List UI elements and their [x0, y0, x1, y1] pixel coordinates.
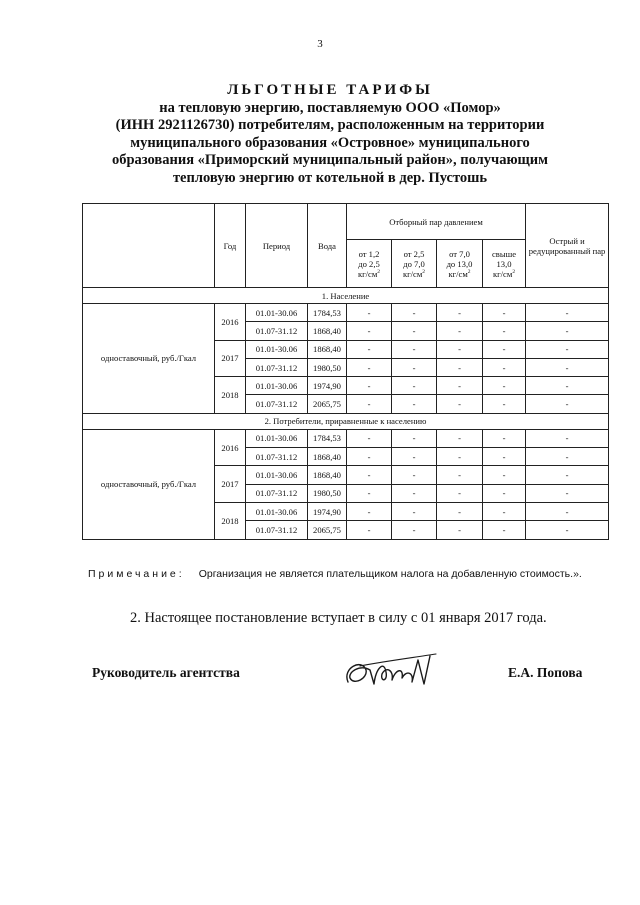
empty-tariff-cell: - — [483, 484, 526, 502]
empty-tariff-cell: - — [347, 340, 392, 358]
water-tariff-cell: 1784,53 — [308, 429, 347, 447]
empty-tariff-cell: - — [483, 429, 526, 447]
steam-col-line: до 7,0 — [403, 258, 425, 269]
water-tariff-cell: 2065,75 — [308, 395, 347, 413]
empty-tariff-cell: - — [437, 304, 483, 322]
empty-tariff-cell: - — [437, 322, 483, 340]
signatory-name: Е.А. Попова — [508, 665, 583, 680]
decree-effective-date: 2. Настоящее постановление вступает в силу с 01 января 2017 года. — [130, 610, 547, 626]
signatory-position: Руководитель агентства — [92, 665, 240, 680]
title-line: образования «Приморский муниципальный район», получающим — [111, 152, 549, 168]
steam-col-line: свыше — [491, 248, 517, 259]
empty-tariff-cell: - — [483, 466, 526, 484]
empty-tariff-cell: - — [392, 322, 437, 340]
note — [88, 567, 600, 581]
steam-col-unit — [439, 269, 480, 279]
year-cell: 2017 — [215, 340, 246, 377]
table-row — [83, 429, 609, 447]
tariff-type-label: одноставочный, руб./Гкал — [83, 304, 215, 414]
section-title: 1. Население — [83, 288, 609, 304]
empty-tariff-cell: - — [392, 395, 437, 413]
water-tariff-cell: 1784,53 — [308, 304, 347, 322]
empty-tariff-cell: - — [483, 322, 526, 340]
header-period: Период — [246, 204, 308, 288]
empty-tariff-cell: - — [437, 521, 483, 539]
water-tariff-cell: 1868,40 — [308, 448, 347, 466]
tariff-table — [82, 203, 609, 540]
empty-tariff-cell: - — [347, 429, 392, 447]
steam-col-unit — [485, 269, 523, 279]
header-steam-col — [347, 240, 392, 288]
empty-tariff-cell: - — [483, 395, 526, 413]
steam-col-unit — [394, 269, 434, 279]
year-cell: 2016 — [215, 429, 246, 466]
period-cell: 01.07-31.12 — [246, 521, 308, 539]
empty-tariff-cell: - — [392, 429, 437, 447]
tariff-type-label: одноставочный, руб./Гкал — [83, 429, 215, 539]
period-cell: 01.01-30.06 — [246, 466, 308, 484]
period-cell: 01.07-31.12 — [246, 322, 308, 340]
empty-tariff-cell: - — [392, 521, 437, 539]
empty-tariff-cell: - — [526, 340, 609, 358]
steam-col-line: от 1,2 — [358, 248, 380, 259]
header-steam-col — [392, 240, 437, 288]
empty-tariff-cell: - — [483, 502, 526, 520]
empty-tariff-cell: - — [526, 304, 609, 322]
year-cell: 2017 — [215, 466, 246, 503]
period-cell: 01.01-30.06 — [246, 502, 308, 520]
empty-tariff-cell: - — [437, 429, 483, 447]
period-cell: 01.01-30.06 — [246, 304, 308, 322]
empty-tariff-cell: - — [526, 466, 609, 484]
water-tariff-cell: 1974,90 — [308, 377, 347, 395]
empty-tariff-cell: - — [437, 448, 483, 466]
empty-tariff-cell: - — [347, 322, 392, 340]
section-title: 2. Потребители, приравненные к населению — [83, 413, 609, 429]
empty-tariff-cell: - — [526, 484, 609, 502]
empty-tariff-cell: - — [347, 521, 392, 539]
title-line: на тепловую энергию, поставляемую ООО «Помор» — [159, 99, 501, 116]
empty-tariff-cell: - — [483, 304, 526, 322]
header-water: Вода — [308, 204, 347, 288]
empty-tariff-cell: - — [347, 448, 392, 466]
note-label: Примечание: — [88, 568, 185, 580]
empty-tariff-cell: - — [392, 448, 437, 466]
steam-col-line: 13,0 — [496, 258, 512, 269]
empty-tariff-cell: - — [437, 484, 483, 502]
empty-tariff-cell: - — [526, 377, 609, 395]
empty-tariff-cell: - — [347, 395, 392, 413]
period-cell: 01.07-31.12 — [246, 358, 308, 376]
empty-tariff-cell: - — [437, 358, 483, 376]
period-cell: 01.01-30.06 — [246, 429, 308, 447]
empty-tariff-cell: - — [392, 340, 437, 358]
empty-tariff-cell: - — [526, 448, 609, 466]
title-line: муниципального образования «Островное» муниципального — [130, 134, 530, 151]
empty-tariff-cell: - — [483, 358, 526, 376]
empty-tariff-cell: - — [526, 521, 609, 539]
period-cell: 01.01-30.06 — [246, 340, 308, 358]
steam-col-line: до 2,5 — [358, 258, 380, 269]
year-cell: 2018 — [215, 502, 246, 539]
header-year: Год — [215, 204, 246, 288]
empty-tariff-cell: - — [392, 466, 437, 484]
empty-tariff-cell: - — [392, 358, 437, 376]
section-title-row — [83, 288, 609, 304]
unit-text: кг/см — [357, 268, 378, 279]
document-title — [60, 82, 600, 187]
period-cell: 01.07-31.12 — [246, 448, 308, 466]
unit-text: кг/см — [448, 268, 468, 279]
water-tariff-cell: 1868,40 — [308, 340, 347, 358]
unit-exponent: 2 — [467, 268, 471, 275]
unit-text: кг/см — [402, 268, 423, 279]
empty-tariff-cell: - — [437, 466, 483, 484]
steam-col-line: до 13,0 — [446, 258, 473, 269]
empty-tariff-cell: - — [347, 502, 392, 520]
empty-tariff-cell: - — [526, 322, 609, 340]
empty-tariff-cell: - — [392, 484, 437, 502]
empty-tariff-cell: - — [392, 502, 437, 520]
steam-col-line: от 7,0 — [449, 248, 470, 259]
empty-tariff-cell: - — [437, 395, 483, 413]
empty-tariff-cell: - — [483, 448, 526, 466]
header-sharp-steam: Острый и редуцированный пар — [526, 204, 609, 288]
title-line: тепловую энергию от котельной в дер. Пустошь — [172, 169, 488, 186]
section-title-row — [83, 413, 609, 429]
period-cell: 01.07-31.12 — [246, 395, 308, 413]
note-text: Организация не является плательщиком налога на добавленную стоимость.». — [198, 568, 582, 580]
year-cell: 2018 — [215, 377, 246, 414]
empty-tariff-cell: - — [347, 466, 392, 484]
empty-tariff-cell: - — [483, 377, 526, 395]
title-line: (ИНН 2921126730) потребителям, расположенным на территории — [115, 117, 545, 133]
empty-tariff-cell: - — [392, 377, 437, 395]
empty-tariff-cell: - — [526, 502, 609, 520]
year-cell: 2016 — [215, 304, 246, 341]
unit-text: кг/см — [492, 268, 513, 279]
steam-col-line: от 2,5 — [403, 248, 425, 259]
empty-tariff-cell: - — [437, 340, 483, 358]
period-cell: 01.01-30.06 — [246, 377, 308, 395]
handwritten-signature — [340, 648, 450, 696]
water-tariff-cell: 1868,40 — [308, 322, 347, 340]
empty-tariff-cell: - — [483, 521, 526, 539]
empty-tariff-cell: - — [392, 304, 437, 322]
water-tariff-cell: 1980,50 — [308, 484, 347, 502]
empty-tariff-cell: - — [437, 377, 483, 395]
water-tariff-cell: 1980,50 — [308, 358, 347, 376]
steam-col-unit — [349, 269, 389, 279]
water-tariff-cell: 1974,90 — [308, 502, 347, 520]
table-row — [83, 304, 609, 322]
unit-exponent: 2 — [512, 268, 516, 275]
empty-tariff-cell: - — [526, 358, 609, 376]
page-number: 3 — [317, 38, 323, 50]
header-steam-group: Отборный пар давлением — [347, 204, 526, 240]
empty-tariff-cell: - — [526, 429, 609, 447]
empty-tariff-cell: - — [347, 358, 392, 376]
water-tariff-cell: 2065,75 — [308, 521, 347, 539]
unit-exponent: 2 — [377, 268, 381, 275]
header-steam-col — [483, 240, 526, 288]
header-steam-col — [437, 240, 483, 288]
empty-tariff-cell: - — [347, 377, 392, 395]
water-tariff-cell: 1868,40 — [308, 466, 347, 484]
header-empty — [83, 204, 215, 288]
empty-tariff-cell: - — [347, 304, 392, 322]
empty-tariff-cell: - — [437, 502, 483, 520]
empty-tariff-cell: - — [526, 395, 609, 413]
unit-exponent: 2 — [422, 268, 426, 275]
empty-tariff-cell: - — [347, 484, 392, 502]
empty-tariff-cell: - — [483, 340, 526, 358]
title-main: ЛЬГОТНЫЕ ТАРИФЫ — [227, 82, 433, 98]
period-cell: 01.07-31.12 — [246, 484, 308, 502]
